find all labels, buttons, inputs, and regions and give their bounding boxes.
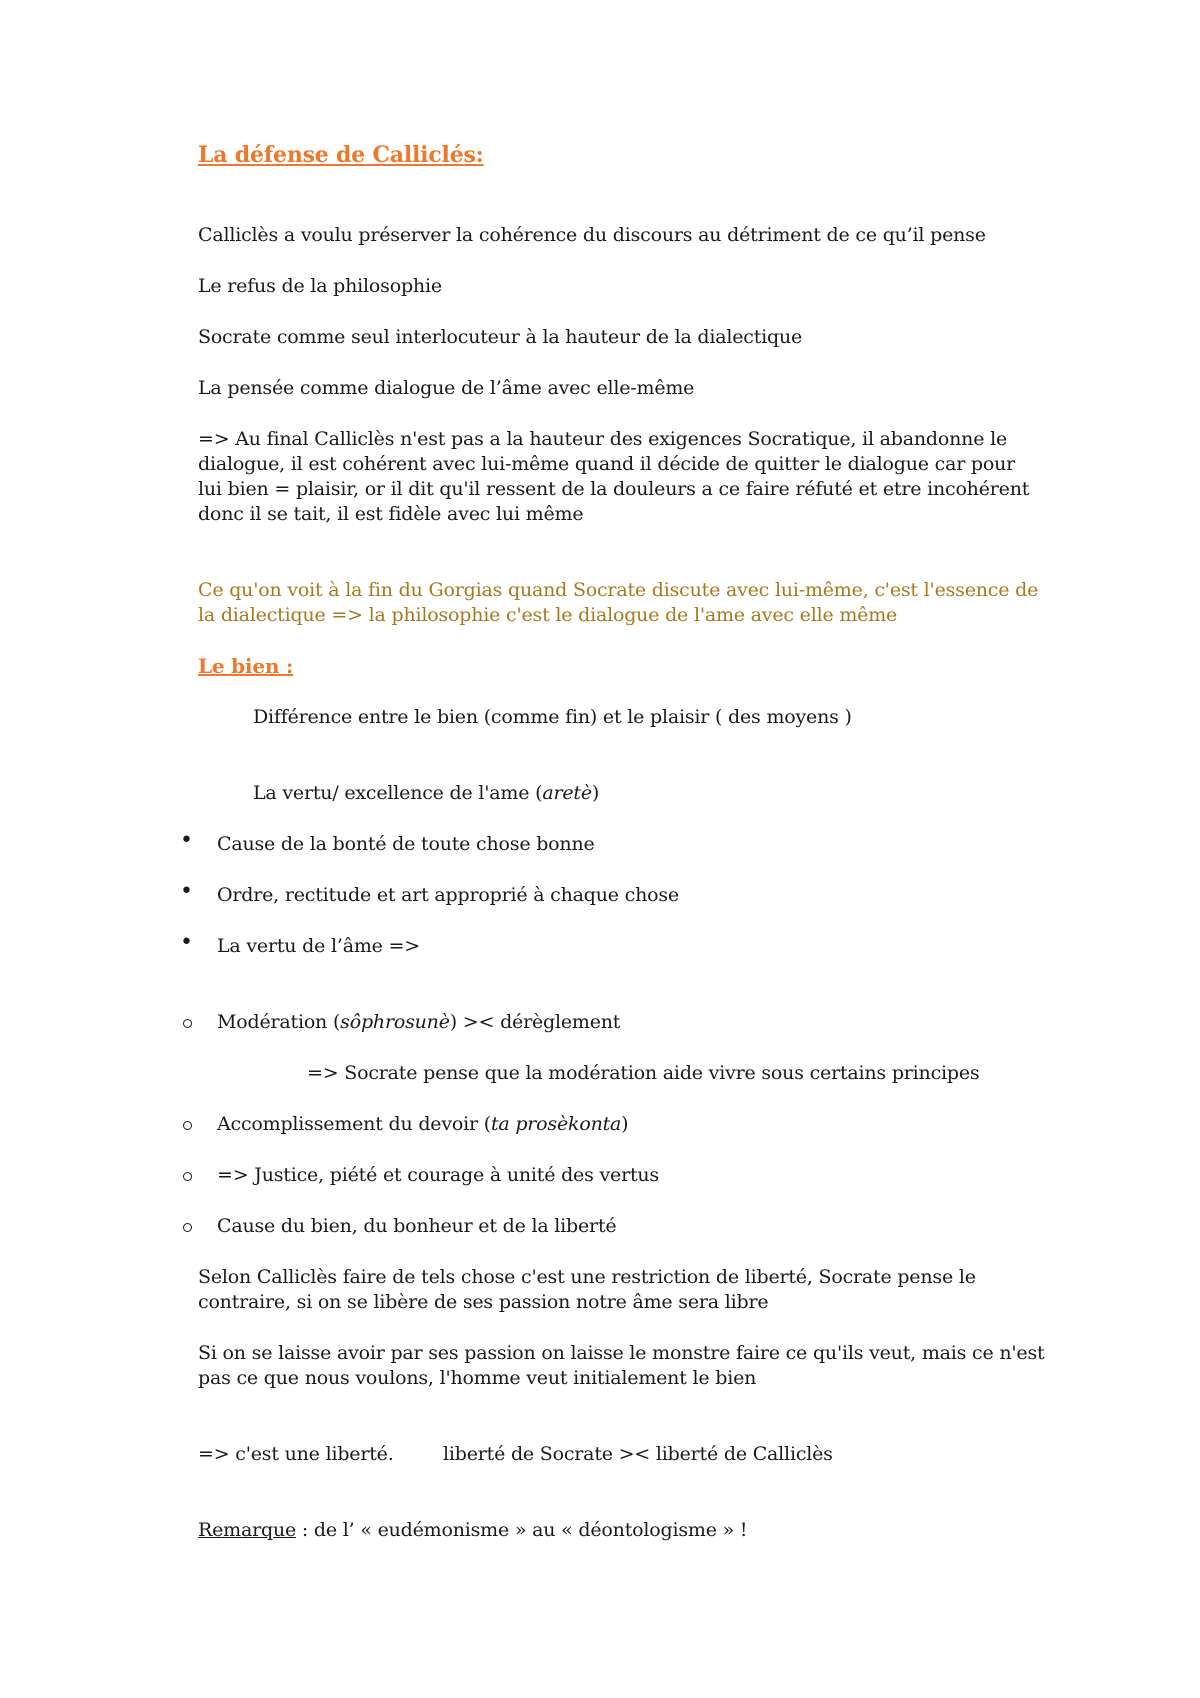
- italic-term: ta prosèkonta: [490, 1113, 622, 1135]
- text-span: ): [621, 1113, 629, 1135]
- list-item: La vertu de l’âme =>: [217, 935, 420, 957]
- bullet-icon: •: [180, 828, 193, 853]
- liberte-left: => c'est une liberté.: [198, 1443, 394, 1465]
- remarque-line: [198, 1518, 747, 1543]
- remarque-label: Remarque: [198, 1519, 297, 1541]
- list-item: [217, 1010, 620, 1035]
- circle-bullet-icon: [183, 1121, 192, 1130]
- paragraph: La pensée comme dialogue de l’âme avec elle-même: [198, 377, 695, 399]
- remarque-text: : de l’ « eudémonisme » au « déontologisme » !: [296, 1519, 748, 1541]
- text-span: Modération (: [217, 1011, 341, 1033]
- paragraph: Le refus de la philosophie: [198, 275, 442, 297]
- list-item: Ordre, rectitude et art approprié à chaque chose: [217, 884, 679, 906]
- circle-bullet-icon: [183, 1019, 192, 1028]
- paragraph: Différence entre le bien (comme fin) et le plaisir ( des moyens ): [253, 706, 852, 728]
- italic-term: sôphrosunè: [340, 1011, 450, 1033]
- paragraph-line: donc il se tait, il est fidèle avec lui même: [198, 503, 584, 525]
- list-item: => Justice, piété et courage à unité des vertus: [217, 1164, 659, 1186]
- page-title: La défense de Calliclés:: [198, 142, 484, 168]
- list-item: [217, 1112, 628, 1137]
- paragraph: [253, 781, 599, 806]
- list-item: Cause de la bonté de toute chose bonne: [217, 833, 595, 855]
- text-span: ): [591, 782, 600, 804]
- paragraph-line: Ce qu'on voit à la fin du Gorgias quand Socrate discute avec lui-même, c'est l'essence de: [198, 579, 1039, 601]
- list-note: => Socrate pense que la modération aide vivre sous certains principes: [307, 1062, 980, 1084]
- paragraph: Socrate comme seul interlocuteur à la hauteur de la dialectique: [198, 326, 803, 348]
- text-span: ) >< dérèglement: [449, 1011, 621, 1033]
- bullet-icon: •: [180, 930, 193, 955]
- paragraph-line: Selon Calliclès faire de tels chose c'est une restriction de liberté, Socrate pense le: [198, 1266, 976, 1288]
- liberte-right: liberté de Socrate >< liberté de Calliclès: [443, 1443, 833, 1465]
- paragraph: Calliclès a voulu préserver la cohérence du discours au détriment de ce qu’il pense: [198, 224, 986, 246]
- paragraph-line: => Au final Calliclès n'est pas a la hauteur des exigences Socratique, il abandonne le: [198, 428, 1007, 450]
- paragraph-line: dialogue, il est cohérent avec lui-même quand il décide de quitter le dialogue car pour: [198, 453, 1016, 475]
- paragraph-line: lui bien = plaisir, or il dit qu'il ressent de la douleurs a ce faire réfuté et etre incohérent: [198, 478, 1030, 500]
- section-heading: Le bien :: [198, 654, 294, 678]
- paragraph-line: Si on se laisse avoir par ses passion on laisse le monstre faire ce qu'ils veut, mais ce n'est: [198, 1342, 1045, 1364]
- paragraph-line: contraire, si on se libère de ses passion notre âme sera libre: [198, 1291, 769, 1313]
- text-span: Accomplissement du devoir (: [217, 1113, 491, 1135]
- paragraph-line: la dialectique => la philosophie c'est le dialogue de l'ame avec elle même: [198, 604, 898, 626]
- circle-bullet-icon: [183, 1172, 192, 1181]
- paragraph-line: pas ce que nous voulons, l'homme veut initialement le bien: [198, 1367, 757, 1389]
- text-span: La vertu/ excellence de l'ame (: [253, 782, 543, 804]
- bullet-icon: •: [180, 879, 193, 904]
- list-item: Cause du bien, du bonheur et de la liberté: [217, 1215, 617, 1237]
- italic-term: aretè: [542, 782, 592, 804]
- circle-bullet-icon: [183, 1223, 192, 1232]
